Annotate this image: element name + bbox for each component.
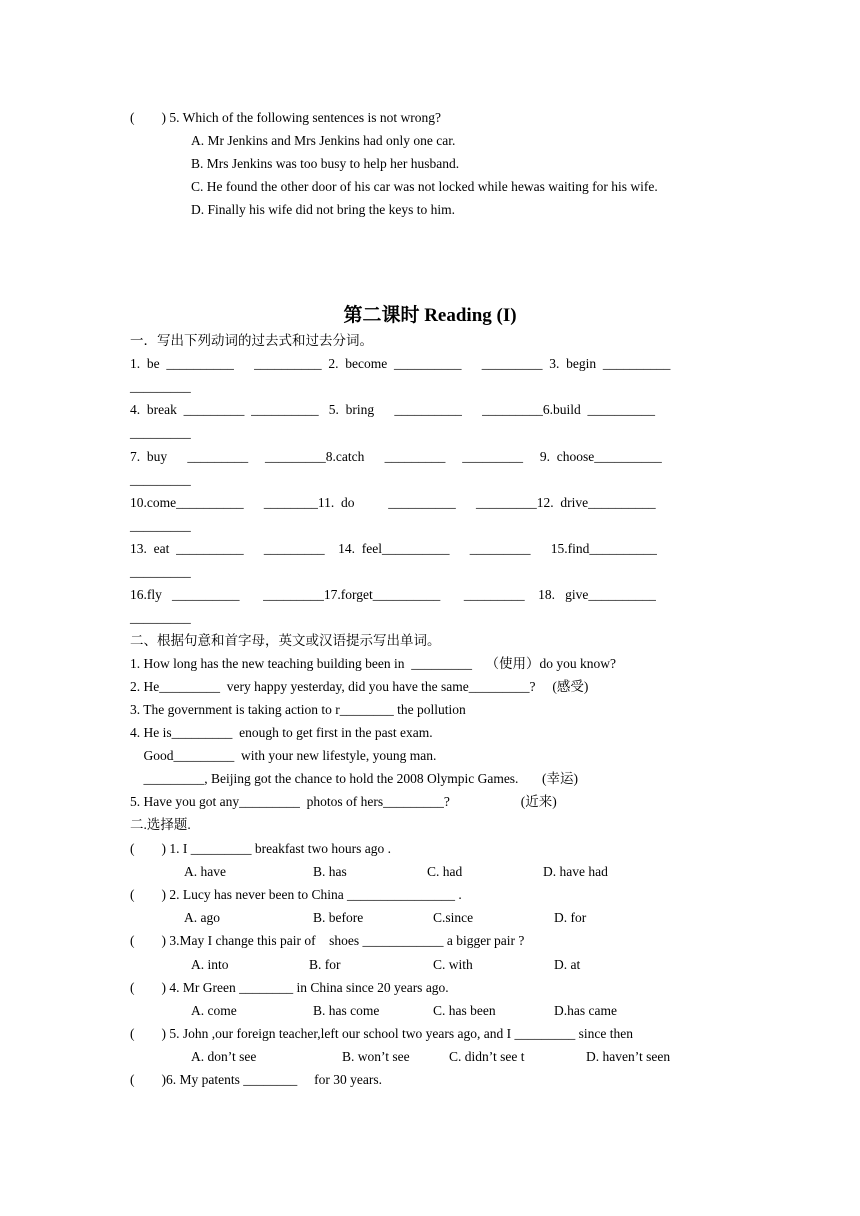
verb-row-1-cont: _________	[130, 379, 191, 394]
option-c: C. He found the other door of his car was not locked while hewas waiting for his wife.	[191, 179, 658, 194]
verb-row-2: 4. break _________ __________ 5. bring __________ _________6.build __________	[130, 402, 655, 417]
lesson-title: 第二课时 Reading (I)	[343, 305, 517, 326]
verb-row-5-cont: _________	[130, 564, 191, 579]
fill-line-4: 4. He is_________ enough to get first in the past exam.	[130, 725, 433, 740]
verb-row-3-cont: _________	[130, 472, 191, 487]
mc-q5-a: A. don’t see	[191, 1049, 257, 1064]
verb-row-4: 10.come__________ ________11. do __________ _________12. drive__________	[130, 495, 656, 510]
mc-q6-stem: ( )6. My patents ________ for 30 years.	[130, 1072, 382, 1087]
fill-line-1: 1. How long has the new teaching building been in _________ （使用）do you know?	[130, 656, 616, 671]
mc-q3-stem: ( ) 3.May I change this pair of shoes ____________ a bigger pair ?	[130, 933, 525, 948]
mc-q2-stem: ( ) 2. Lucy has never been to China ________________ .	[130, 887, 462, 902]
verb-row-4-cont: _________	[130, 518, 191, 533]
mc-q1-d: D. have had	[543, 864, 608, 879]
mc-q1-a: A. have	[184, 864, 226, 879]
mc-q1-c: C. had	[427, 864, 463, 879]
verb-row-6-cont: _________	[130, 610, 191, 625]
mc-q4-c: C. has been	[433, 1003, 496, 1018]
mc-q3-a: A. into	[191, 957, 229, 972]
section2-heading: 二、根据句意和首字母，英文或汉语提示写出单词。	[130, 633, 441, 648]
verb-row-5: 13. eat __________ _________ 14. feel__________ _________ 15.find__________	[130, 541, 657, 556]
section3-heading: 二.选择题.	[130, 817, 191, 832]
mc-q2-a: A. ago	[184, 910, 220, 925]
verb-row-3: 7. buy _________ _________8.catch _________ _________ 9. choose__________	[130, 449, 662, 464]
mc-q3-c: C. with	[433, 957, 473, 972]
fill-line-6: _________, Beijing got the chance to hold the 2008 Olympic Games. (幸运)	[130, 771, 579, 786]
fill-line-2: 2. He_________ very happy yesterday, did you have the same_________? (感受)	[130, 679, 589, 694]
mc-q1-stem: ( ) 1. I _________ breakfast two hours ago .	[130, 841, 391, 856]
fill-line-7: 5. Have you got any_________ photos of hers_________? (近来)	[130, 794, 557, 809]
option-b: B. Mrs Jenkins was too busy to help her husband.	[191, 156, 460, 171]
mc-q3-b: B. for	[309, 957, 341, 972]
mc-q2-b: B. before	[313, 910, 364, 925]
mc-q4-d: D.has came	[554, 1003, 617, 1018]
option-a: A. Mr Jenkins and Mrs Jenkins had only one car.	[191, 133, 456, 148]
mc-q5-c: C. didn’t see t	[449, 1049, 525, 1064]
mc-q4-a: A. come	[191, 1003, 237, 1018]
fill-line-5: Good_________ with your new lifestyle, young man.	[130, 748, 437, 763]
section1-heading: 一．写出下列动词的过去式和过去分词。	[130, 333, 373, 348]
verb-row-6: 16.fly __________ _________17.forget__________ _________ 18. give__________	[130, 587, 656, 602]
mc-q5-b: B. won’t see	[342, 1049, 410, 1064]
mc-q1-b: B. has	[313, 864, 347, 879]
mc-q2-c: C.since	[433, 910, 474, 925]
verb-row-2-cont: _________	[130, 425, 191, 440]
fill-line-3: 3. The government is taking action to r________ the pollution	[130, 702, 466, 717]
mc-q4-b: B. has come	[313, 1003, 380, 1018]
mc-q4-stem: ( ) 4. Mr Green ________ in China since 20 years ago.	[130, 980, 449, 995]
option-d: D. Finally his wife did not bring the keys to him.	[191, 202, 455, 217]
mc-q3-d: D. at	[554, 957, 581, 972]
verb-row-1: 1. be __________ __________ 2. become __________ _________ 3. begin __________	[130, 356, 671, 371]
question-stem: ( ) 5. Which of the following sentences is not wrong?	[130, 110, 441, 125]
mc-q2-d: D. for	[554, 910, 587, 925]
mc-q5-d: D. haven’t seen	[586, 1049, 671, 1064]
mc-q5-stem: ( ) 5. John ,our foreign teacher,left our school two years ago, and I _________ since then	[130, 1026, 633, 1041]
